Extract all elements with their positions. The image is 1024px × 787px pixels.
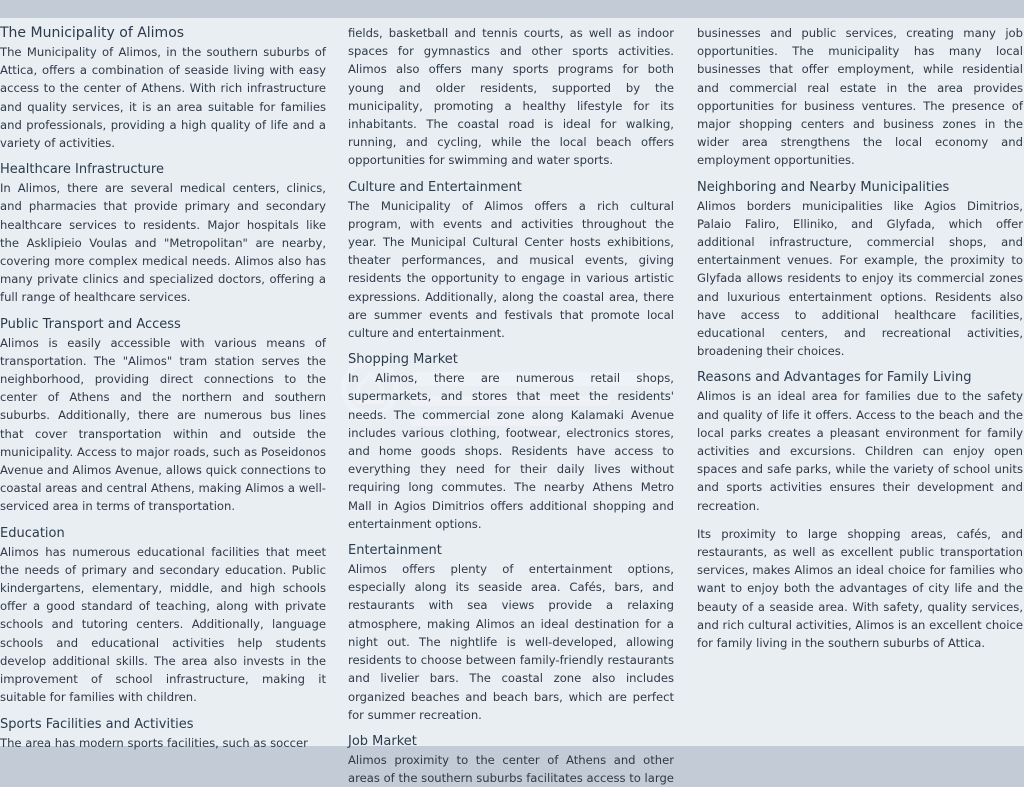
column-3 bbox=[697, 24, 1023, 660]
column-1 bbox=[0, 24, 326, 752]
document-page bbox=[0, 18, 1024, 786]
section-title: Sports Facilities and Activities bbox=[0, 716, 194, 732]
section-body: The Municipality of Alimos, in the southern suburbs of Attica, offers a combination of seaside living with easy access to the center of Athens. With rich infrastructure and quality services, it is an area suitable for families and professionals, providing a high quality of life and a variety of activities. bbox=[0, 45, 326, 151]
section-title: Reasons and Advantages for Family Living bbox=[697, 370, 972, 386]
section-body: The Municipality of Alimos offers a rich cultural program, with events and activities throughout the year. The Municipal Cultural Center hosts exhibitions, theater performances, and musical events, giving residents the opportunity to engage in various artistic expressions. Additionally, along the coastal area, there are summer events and festivals that promote local culture and entertainment. bbox=[348, 198, 674, 341]
section-body: The area has modern sports facilities, such as soccer bbox=[0, 735, 308, 750]
section-body: Alimos proximity to the center of Athens and other areas of the southern suburbs facilitates access to large bbox=[348, 752, 674, 786]
section-body: Alimos is an ideal area for families due to the safety and quality of life it offers. Access to the beach and the local parks creates a pleasant environment for family activities and excursions. Children can enjoy open spaces and safe parks, while the variety of school units and sports activities ensures their development and recreation. bbox=[697, 389, 1023, 513]
section-body: Alimos borders municipalities like Agios Dimitrios, Palaio Faliro, Elliniko, and Glyfada, which offer additional infrastructure, commercial shops, and entertainment venues. For example, the proximity to Glyfada allows residents to enjoy its commercial zones and luxurious entertainment options. Residents also have access to additional healthcare facilities, educational centers, and recreational activities, broadening their choices. bbox=[697, 198, 1023, 359]
section-body: In Alimos, there are several medical centers, clinics, and pharmacies that provide primary and secondary healthcare services to residents. Major hospitals like the Asklipieio Voulas and "Metropolitan" are nearby, covering more complex medical needs. Alimos also has many private clinics and specialized doctors, offering a full range of healthcare services. bbox=[0, 181, 326, 305]
section-title: Neighboring and Nearby Municipalities bbox=[697, 179, 950, 195]
section-body: Its proximity to large shopping areas, cafés, and restaurants, as well as excellent public transportation services, makes Alimos an ideal choice for families who want to enjoy both the advantages of city life and the beauty of a seaside area. With safety, quality services, and rich cultural activities, Alimos is an excellent choice for family living in the southern suburbs of Attica. bbox=[697, 526, 1023, 651]
section-title: Education bbox=[0, 525, 65, 541]
section-body: Alimos offers plenty of entertainment options, especially along its seaside area. Cafés, bars, and restaurants with sea views provide a relaxing atmosphere, making Alimos an ideal destination for a night out. The nightlife is well-developed, allowing residents to choose between family-friendly restaurants and livelier bars. The coastal zone also includes organized beaches and beach bars, which are perfect for summer recreation. bbox=[348, 562, 674, 722]
section-body: fields, basketball and tennis courts, as well as indoor spaces for gymnastics and other sports activities. Alimos also offers many sports programs for both young and older residents, supported by the municipality, promoting a healthy lifestyle for its inhabitants. The coastal road is ideal for walking, running, and cycling, while the local beach offers opportunities for swimming and water sports. bbox=[348, 26, 674, 168]
section-title: Shopping Market bbox=[348, 352, 458, 368]
section-title: Culture and Entertainment bbox=[348, 179, 522, 195]
section-title: Healthcare Infrastructure bbox=[0, 162, 164, 178]
section-body: Alimos has numerous educational facilities that meet the needs of primary and secondary education. Public kindergartens, elementary, middle, and high schools offer a good standard of teaching, along with private schools and tutoring centers. Additionally, language schools and educational activities help students develop additional skills. The area also invests in the improvement of school infrastructure, making it suitable for families with children. bbox=[0, 544, 326, 705]
section-body: businesses and public services, creating many job opportunities. The municipality has many local businesses that offer employment, while residential and commercial real estate in the area provides opportunities for business ventures. The presence of major shopping centers and business zones in the wider area strengthens the local economy and employment opportunities. bbox=[697, 26, 1023, 168]
section-title: Public Transport and Access bbox=[0, 316, 181, 332]
section-body: Alimos is easily accessible with various means of transportation. The "Alimos" tram station serves the neighborhood, providing direct connections to the center of Athens and the northern and southern suburbs. Additionally, there are numerous bus lines that cover transportation within and outside the municipality. Access to major roads, such as Poseidonos Avenue and Alimos Avenue, allows quick connections to coastal areas and central Athens, making Alimos a well-serviced area in terms of transportation. bbox=[0, 335, 326, 514]
column-2 bbox=[348, 24, 674, 787]
section-title: The Municipality of Alimos bbox=[0, 25, 185, 41]
section-title: Entertainment bbox=[348, 543, 442, 559]
section-title: Job Market bbox=[348, 733, 417, 749]
section-body: In Alimos, there are numerous retail shops, supermarkets, and stores that meet the residents' needs. The commercial zone along Kalamaki Avenue includes various clothing, footwear, electronics stores, and home goods shops. Residents have access to everything they need for their daily lives without requiring long commutes. The nearby Athens Metro Mall in Agios Dimitrios offers additional shopping and entertainment options. bbox=[348, 371, 674, 531]
